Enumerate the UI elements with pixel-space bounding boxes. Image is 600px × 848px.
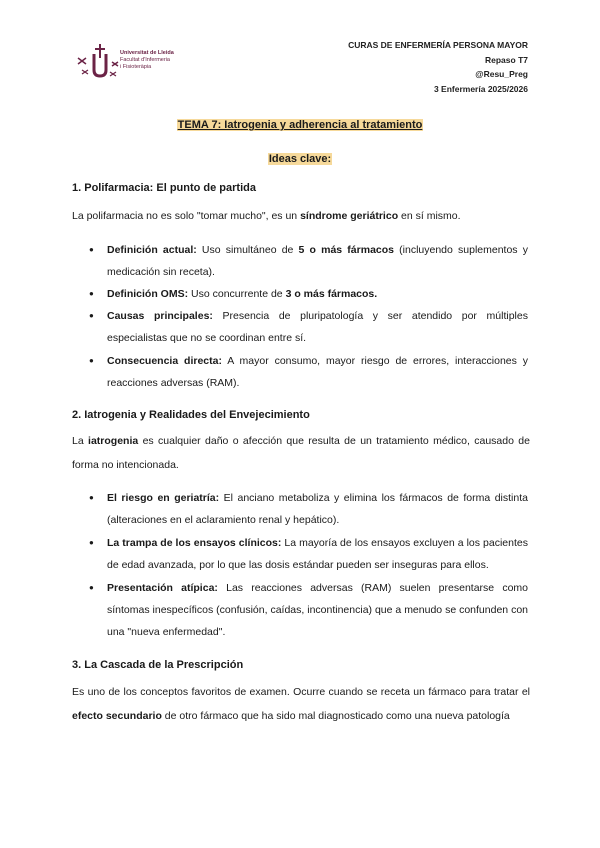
logo-line-3: i Fisioteràpia [120,64,152,70]
section-1-heading: 1. Polifarmacia: El punto de partida [72,182,256,194]
section-2-heading: 2. Iatrogenia y Realidades del Envejecimiento [72,409,310,421]
logo-text [120,50,200,71]
logo-line-1: Universitat de Lleida [120,50,174,56]
section-2-intro: La iatrogenia es cualquier daño o afección que resulta de un tratamiento médico, causado de forma no intencionada. [72,435,530,471]
section-3-heading: 3. La Cascada de la Prescripción [72,659,244,671]
author-handle: @Resu_Preg [475,69,528,79]
logo-line-2: Facultat d'Infermeria [120,57,170,63]
list-item: ● Consecuencia directa: A mayor consumo, mayor riesgo de errores, interacciones y reacciones adversas (RAM). [107,350,528,394]
page-subtitle: Ideas clave: [268,153,332,165]
list-item: ● Definición OMS: Uso concurrente de 3 o más fármacos. [107,283,528,305]
review-label: Repaso T7 [485,54,528,65]
university-crest-icon [74,40,120,80]
page-title: TEMA 7: Iatrogenia y adherencia al tratamiento [177,119,423,131]
list-item: ● Presentación atípica: Las reacciones adversas (RAM) suelen presentarse como síntomas inespecíficos (confusión, caídas, incontinencia) que a menudo se confunden con una "nueva enfermedad". [107,577,528,643]
course-name: CURAS DE ENFERMERÍA PERSONA MAYOR [348,40,528,50]
list-item: ● Causas principales: Presencia de pluripatología y ser atendido por múltiples especialistas que no se coordinan entre sí. [107,305,528,349]
university-logo [74,40,194,80]
header-info [348,38,528,96]
list-item: ● La trampa de los ensayos clínicos: La mayoría de los ensayos excluyen a los pacientes de edad avanzada, por lo que las dosis estándar pueden ser inseguras para ellos. [107,532,528,576]
academic-year: 3 Enfermería 2025/2026 [433,83,528,94]
list-item: ● El riesgo en geriatría: El anciano metaboliza y elimina los fármacos de forma distinta (alteraciones en el aclaramiento renal y hepático). [107,487,528,531]
list-item: ● Definición actual: Uso simultáneo de 5 o más fármacos (incluyendo suplementos y medicación sin receta). [107,239,528,283]
section-3-text: Es uno de los conceptos favoritos de examen. Ocurre cuando se receta un fármaco para tratar el efecto secundario de otro fármaco que ha sido mal diagnosticado como una nueva patología [72,686,530,722]
section-1-intro: La polifarmacia no es solo "tomar mucho", es un síndrome geriátrico en sí mismo. [72,210,461,222]
